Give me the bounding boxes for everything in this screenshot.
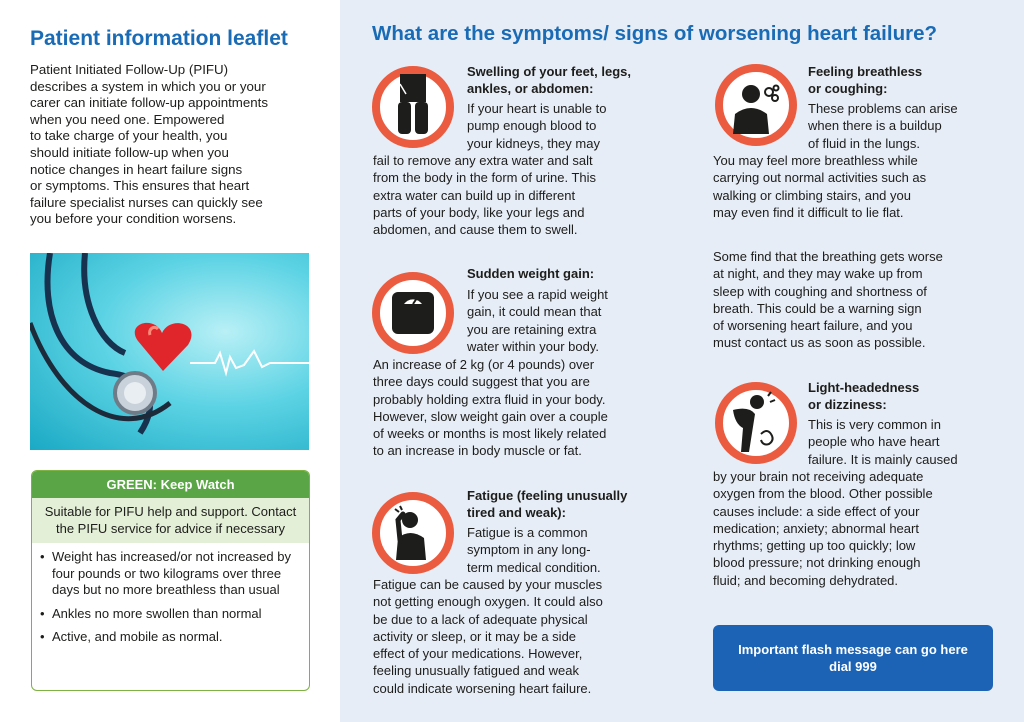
weight-heading: Sudden weight gain: bbox=[467, 266, 595, 281]
stethoscope-heart-illustration bbox=[30, 253, 309, 450]
breathless-text: You may feel more breathless while carrying out normal activities such as walking or climbing stairs, and you may even find it difficult to lie flat. bbox=[713, 153, 927, 220]
fatigue-heading: Fatigue (feeling unusually tired and weak): bbox=[467, 488, 628, 520]
weight-text: An increase of 2 kg (or 4 pounds) over three days could suggest that you are probably holding extra fluid in your body. However, slow weight gain over a couple of weeks or months is most likely related to an increase in body muscle or fat. bbox=[373, 357, 608, 459]
breathless-heading: Feeling breathless or coughing: bbox=[808, 64, 923, 96]
breathless-extra-text: Some find that the breathing gets worse at night, and they may wake up from sleep with coughing and shortness of breath. This could be a warning sign of worsening heart failure, and you must contact us as soon as possible. bbox=[713, 249, 943, 351]
dizziness-text-wrap: This is very common in people who have heart failure. It is mainly caused bbox=[808, 417, 958, 467]
list-item: • Ankles no more swollen than normal bbox=[40, 606, 301, 623]
dizzy-person-icon bbox=[713, 380, 799, 466]
breathless-text-wrap: These problems can arise when there is a buildup of fluid in the lungs. bbox=[808, 101, 958, 151]
swelling-heading: Swelling of your feet, legs, ankles, or abdomen: bbox=[467, 64, 631, 96]
green-keep-watch-box bbox=[31, 470, 310, 691]
list-item: • Weight has increased/or not increased by four pounds or two kilograms over three days but no more breathless than usual bbox=[40, 549, 301, 599]
swollen-legs-icon bbox=[370, 64, 456, 150]
flash-message-box: Important flash message can go here dial 999 bbox=[713, 625, 993, 691]
dizziness-text: by your brain not receiving adequate oxygen from the blood. Other possible causes include: a side effect of your medication; anxiety; abnormal heart rhythms; getting up too quickly; low blood pressure; not drinking enough fluid; and becoming dehydrated. bbox=[713, 469, 933, 588]
weight-text-wrap: If you see a rapid weight gain, it could mean that you are retaining extra water within your body. bbox=[467, 287, 608, 354]
stethoscope-heart-photo bbox=[30, 253, 309, 450]
green-box-list bbox=[32, 543, 309, 646]
weighing-scale-icon bbox=[370, 270, 456, 356]
main-title: What are the symptoms/ signs of worsening heart failure? bbox=[372, 22, 937, 45]
dizziness-heading: Light-headedness or dizziness: bbox=[808, 380, 920, 412]
tired-person-icon bbox=[370, 490, 456, 576]
intro-text: Patient Initiated Follow-Up (PIFU) describes a system in which you or your carer can initiate follow-up appointments when you need one. Empowered to take charge of your health, you should initiate follow-up when you notice changes in heart failure signs or symptoms. This ensures that heart failure specialist nurses can quickly see you before your condition worsens. bbox=[30, 62, 268, 227]
fatigue-text-wrap: Fatigue is a common symptom in any long- term medical condition. bbox=[467, 525, 601, 575]
green-box-subtext: Suitable for PIFU help and support. Contact the PIFU service for advice if necessary bbox=[32, 498, 309, 543]
green-box-heading: GREEN: Keep Watch bbox=[32, 471, 309, 498]
swelling-text-wrap: If your heart is unable to pump enough blood to your kidneys, they may bbox=[467, 101, 607, 151]
fatigue-text: Fatigue can be caused by your muscles not getting enough oxygen. It could also be due to a lack of adequate physical activity or sleep, or it may be a side effect of your medications. However, feeling unusually fatigued and weak could indicate worsening heart failure. bbox=[373, 577, 603, 696]
coughing-person-icon bbox=[713, 62, 799, 148]
leaflet-title: Patient information leaflet bbox=[30, 27, 288, 50]
list-item: • Active, and mobile as normal. bbox=[40, 629, 301, 646]
swelling-text: fail to remove any extra water and salt from the body in the form of urine. This extra water can build up in different parts of your body, like your legs and abdomen, and cause them to swell. bbox=[373, 153, 597, 238]
